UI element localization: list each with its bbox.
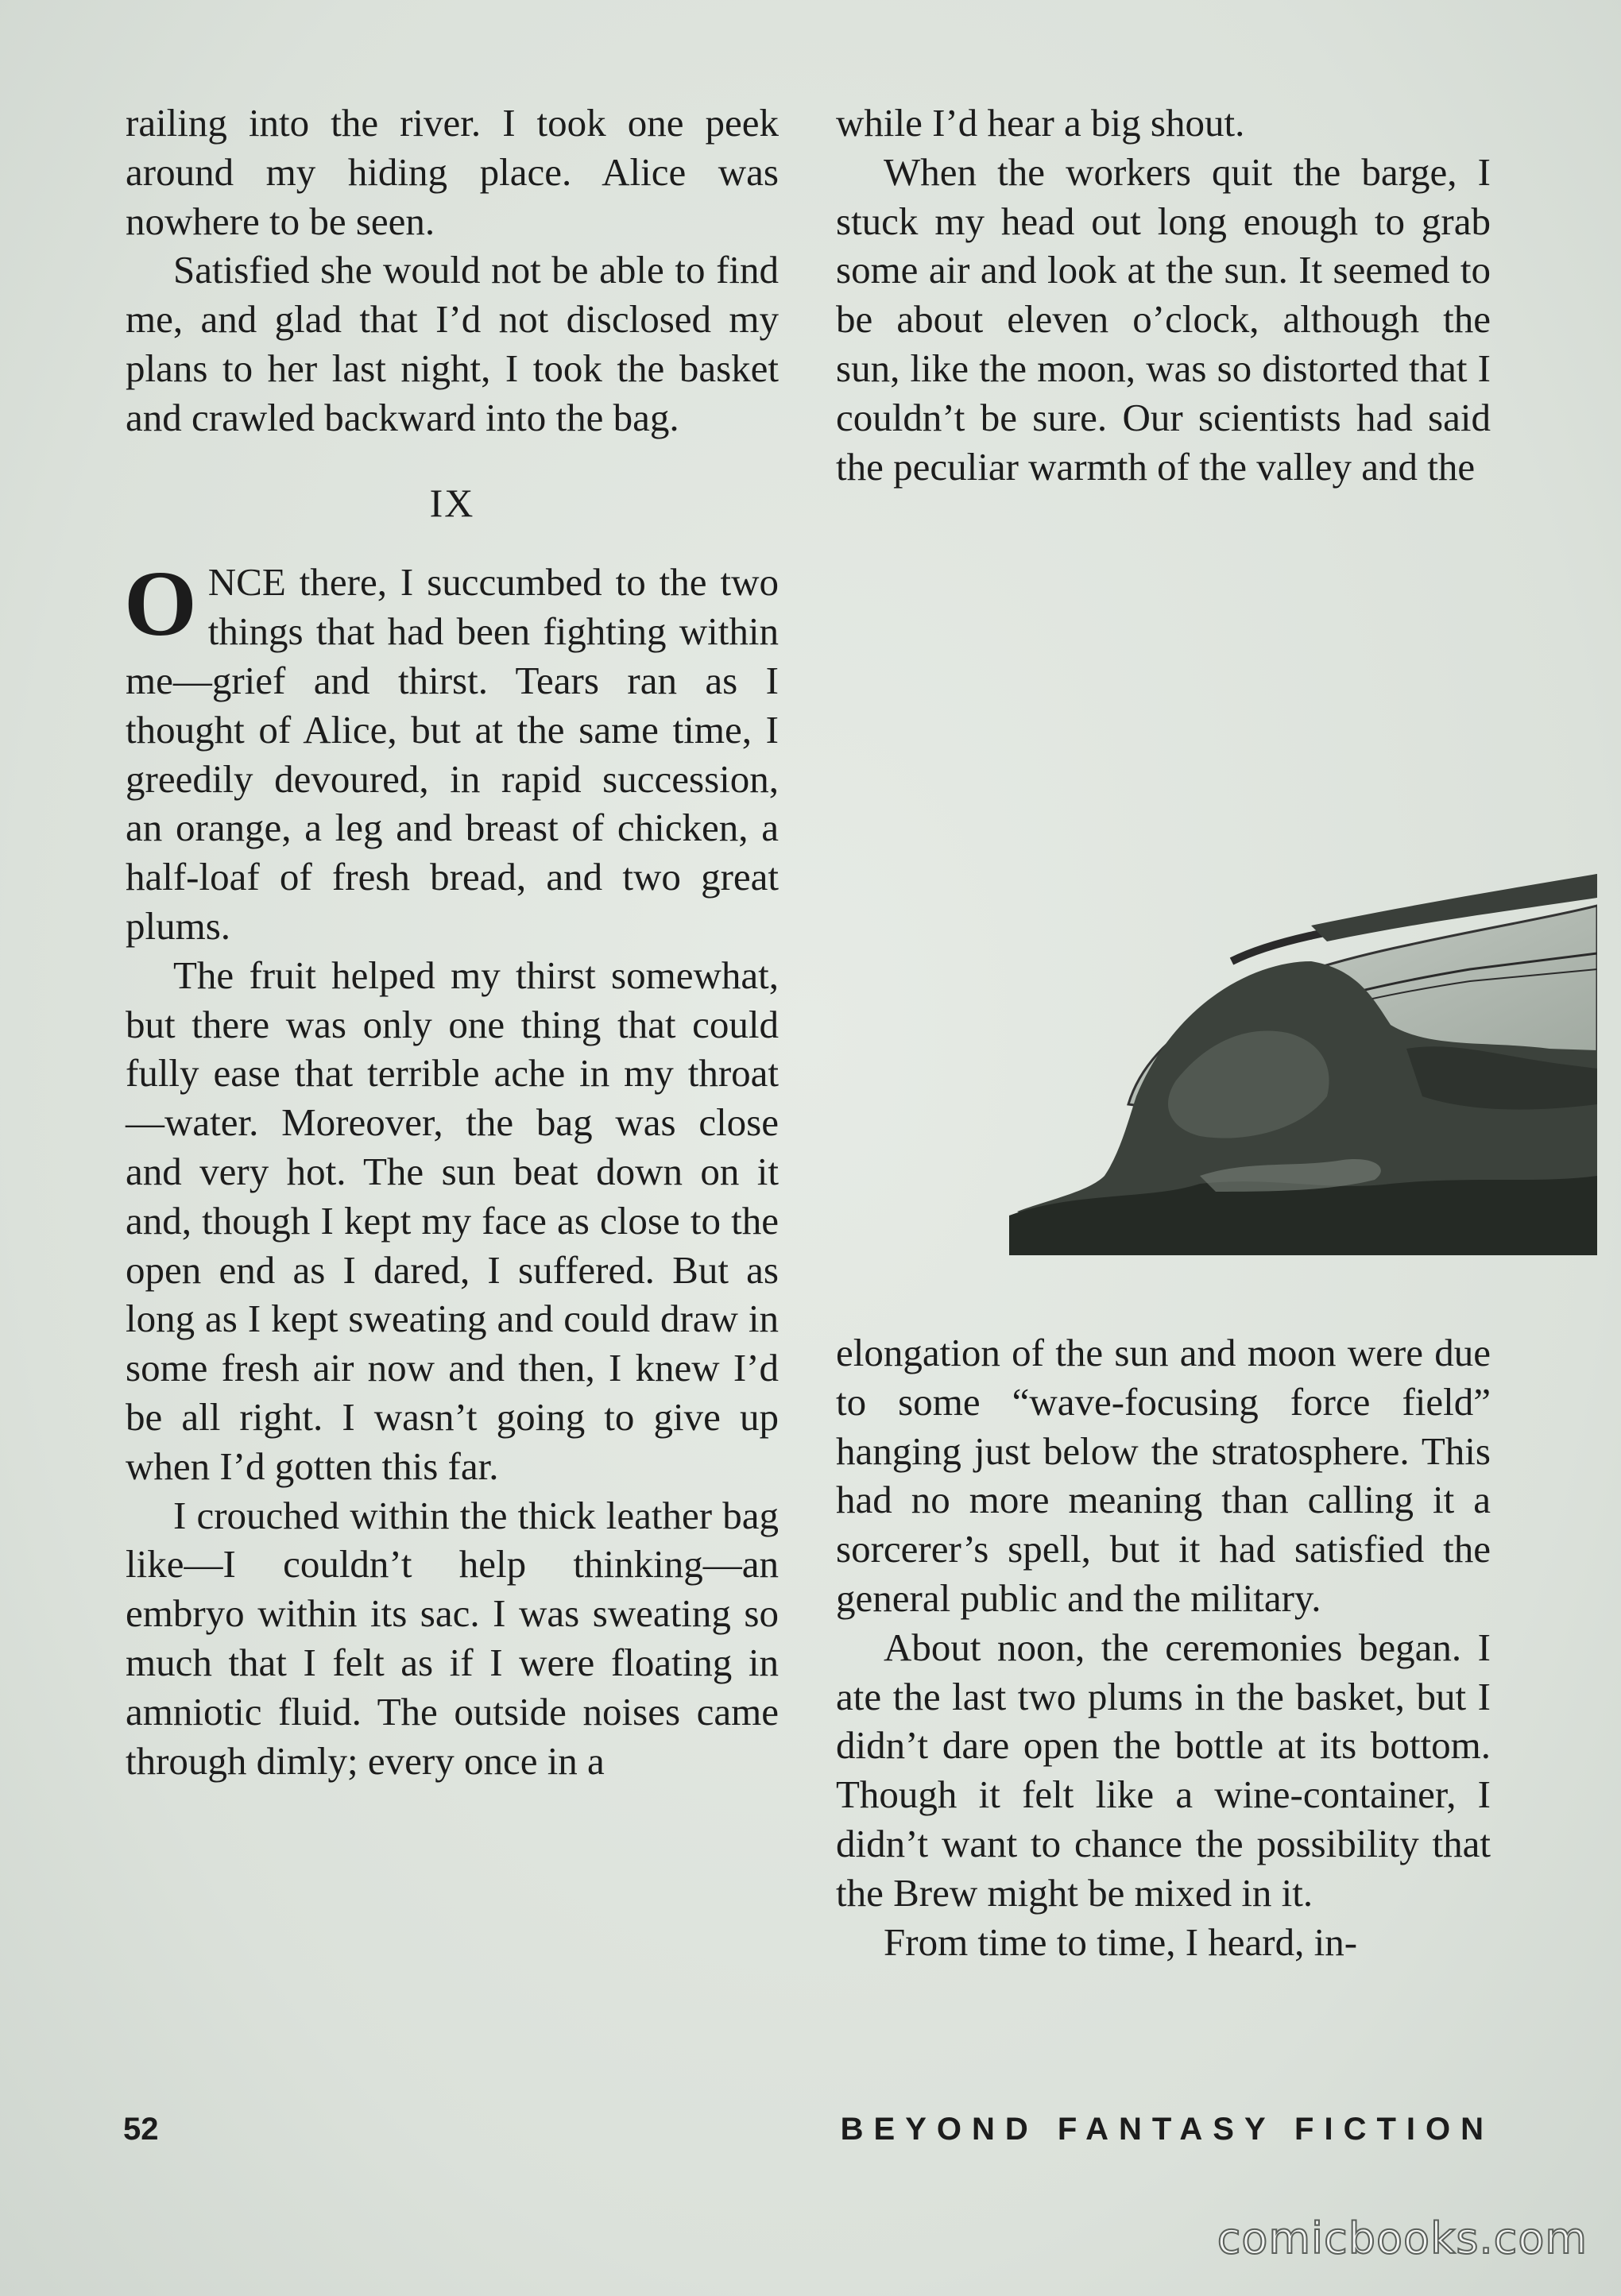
page-number: 52 bbox=[123, 2112, 159, 2147]
paragraph: From time to time, I heard, in- bbox=[884, 1919, 1358, 1964]
drop-cap: O bbox=[124, 551, 197, 656]
paragraph: elongation of the sun and moon were due to some “wave-focusing force field” hanging just below the stratosphere. This had no more meaning than calling it a sorcerer’s spell, but it had satisfied the general public and the military. bbox=[836, 1331, 1491, 1620]
watermark-logo: comicbooks.com bbox=[1217, 2213, 1588, 2263]
paragraph-with-dropcap bbox=[124, 551, 779, 950]
paragraph: while I’d hear a big shout. bbox=[836, 101, 1245, 145]
right-text-column-bottom bbox=[836, 1328, 1491, 1966]
spaceship-illustration bbox=[914, 842, 1597, 1255]
chapter-heading: IX bbox=[429, 480, 475, 525]
paragraph: Satisfied she would not be able to find me, and glad that I’d not disclosed my plans to her last night, I took the basket and crawled backward into the bag. bbox=[126, 248, 779, 439]
paragraph: I crouched within the thick leather bag like—I couldn’t help thinking—an embryo within its sac. I was sweating so much that I felt as if I were floating in amniotic fluid. The outside noises came through dimly; every once in a bbox=[126, 1493, 779, 1783]
paragraph: About noon, the ceremonies began. I ate the last two plums in the basket, but I didn’t dare open the bottle at its bottom. Though it felt like a wine-container, I didn’t want to chance the possibility that the Brew might be mixed in it. bbox=[836, 1625, 1491, 1915]
paragraph: railing into the river. I took one peek around my hiding place. Alice was nowhere to be seen. bbox=[126, 101, 779, 243]
magazine-title: BEYOND FANTASY FICTION bbox=[840, 2112, 1494, 2147]
paragraph: The fruit helped my thirst somewhat, but there was only one thing that could fully ease that terrible ache in my throat—water. Moreover, the bag was close and very hot. The sun beat down on it and, though I kept my face as close to the open end as I dared, I suffered. But as long as I kept sweating and could draw in some fresh air now and then, I knew I’d be all right. I wasn’t going to give up when I’d gotten this far. bbox=[126, 953, 779, 1488]
paragraph-text: NCE there, I succumbed to the two things that had been fighting within me—grief and thirst. Tears ran as I thought of Alice, but at the same time, I greedily devoured, in rapid succession, an orange, a leg and breast of chicken, a half-loaf of fresh bread, and two great plums. bbox=[126, 560, 779, 948]
paragraph: When the workers quit the barge, I stuck my head out long enough to grab some air and look at the sun. It seemed to be about eleven o’clock, although the sun, like the moon, was so distorted that I couldn’t be sure. Our scientists had said the peculiar warmth of the valley and the bbox=[836, 149, 1491, 489]
right-text-column-top bbox=[836, 99, 1491, 491]
left-text-column bbox=[126, 99, 779, 1785]
